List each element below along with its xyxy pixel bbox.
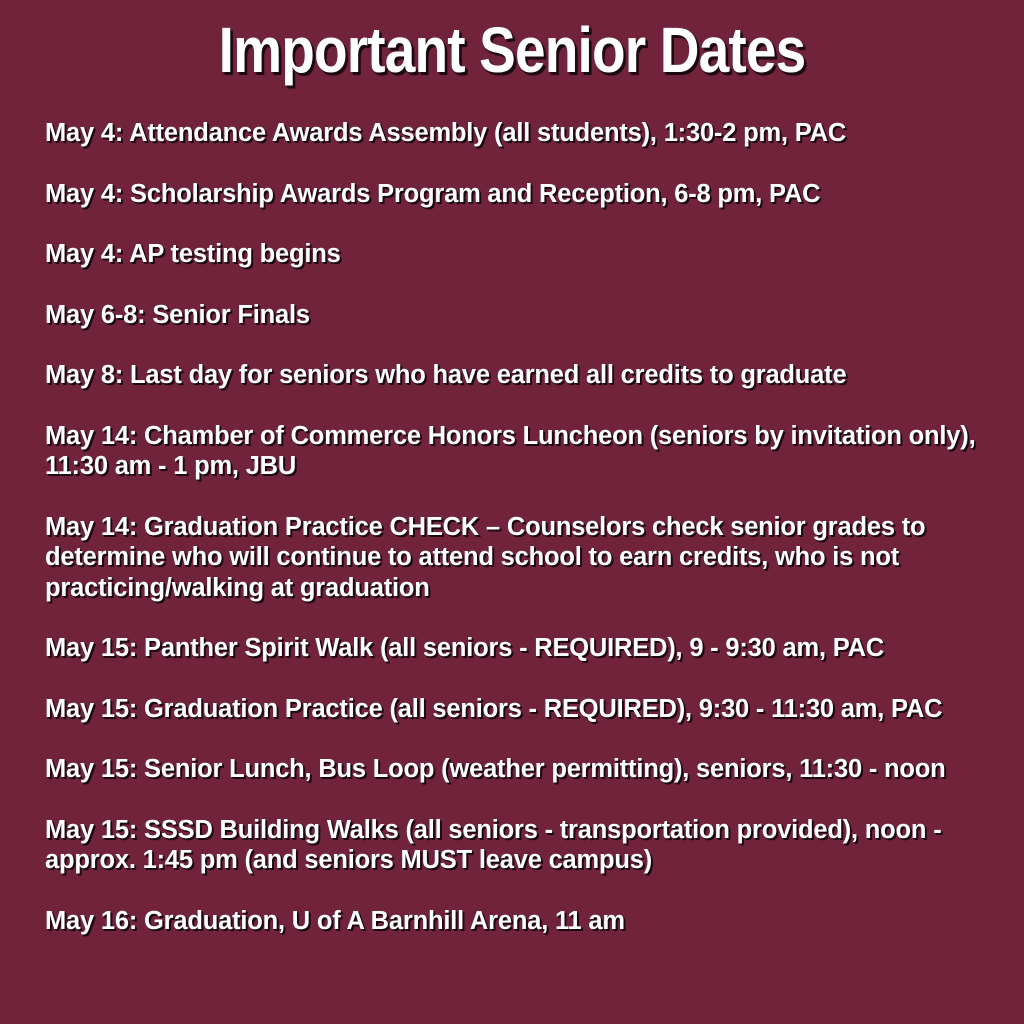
list-item: May 4: AP testing begins <box>45 240 341 268</box>
list-item: May 8: Last day for seniors who have earned all credits to graduate <box>45 361 847 389</box>
list-item: May 15: SSSD Building Walks (all seniors - transportation provided), noon - approx. 1:45 pm (and seniors MUST leave campus) <box>45 815 942 874</box>
list-item: May 15: Senior Lunch, Bus Loop (weather permitting), seniors, 11:30 - noon <box>45 755 946 783</box>
list-item: May 14: Chamber of Commerce Honors Luncheon (seniors by invitation only), 11:30 am - 1 pm, JBU <box>45 421 976 480</box>
list-item: May 4: Attendance Awards Assembly (all students), 1:30-2 pm, PAC <box>45 119 847 147</box>
list-item: May 15: Panther Spirit Walk (all seniors - REQUIRED), 9 - 9:30 am, PAC <box>45 634 885 662</box>
list-item: May 6-8: Senior Finals <box>45 300 310 329</box>
senior-dates-list <box>45 118 1019 966</box>
list-item: May 4: Scholarship Awards Program and Reception, 6-8 pm, PAC <box>45 179 821 208</box>
list-item: May 16: Graduation, U of A Barnhill Arena, 11 am <box>45 906 625 935</box>
page-title: Important Senior Dates <box>218 14 806 86</box>
list-item: May 15: Graduation Practice (all seniors - REQUIRED), 9:30 - 11:30 am, PAC <box>45 694 943 723</box>
list-item: May 14: Graduation Practice CHECK – Counselors check senior grades to determine who will continue to attend school to earn credits, who is not practicing/walking at graduation <box>45 512 926 602</box>
